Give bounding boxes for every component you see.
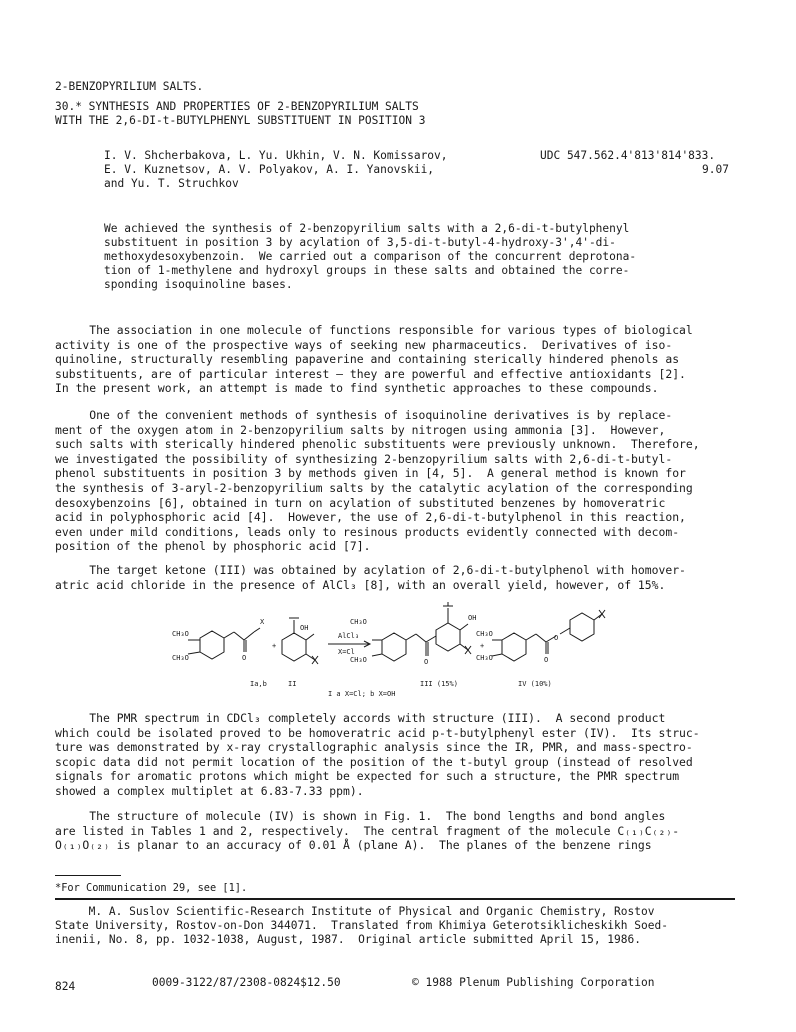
scheme-label: OH xyxy=(468,614,477,622)
body-line: such salts with sterically hindered phenolic substituents were previously unknown. Therefore, xyxy=(55,437,700,452)
udc-code-line-2: 9.07 xyxy=(702,163,729,176)
reaction-scheme xyxy=(150,600,630,700)
copyright-notice: © 1988 Plenum Publishing Corporation xyxy=(412,976,655,989)
footnote: *For Communication 29, see [1]. xyxy=(55,882,248,894)
benzene-ring-IV-left xyxy=(502,633,526,661)
body-line: acid in polyphosphoric acid [4]. However, the use of 2,6-di-t-butylphenol in this reaction, xyxy=(55,510,686,525)
authors-line-3: and Yu. T. Struchkov xyxy=(104,177,239,190)
benzene-ring-IV-right xyxy=(570,613,594,641)
separator-rule xyxy=(55,898,735,900)
scheme-label: CH₃O xyxy=(350,656,367,664)
body-line: O₍₁₎O₍₂₎ is planar to an accuracy of 0.01 Å (plane A). The planes of the benzene rings xyxy=(55,838,652,853)
scheme-caption: I a X=Cl; b X=OH xyxy=(328,690,396,698)
scheme-label: CH₃O xyxy=(172,654,189,662)
body-line: The association in one molecule of functions responsible for various types of biological xyxy=(55,323,693,337)
abstract-line-1: We achieved the synthesis of 2-benzopyrilium salts with a 2,6-di-t-butylphenyl xyxy=(104,222,630,235)
body-line: even under mild conditions, leads only to resinous products evidently connected with decom- xyxy=(55,524,680,539)
body-paragraph-1 xyxy=(55,323,735,396)
body-line: scopic data did not permit location of the position of the t-butyl group (instead of resolved xyxy=(55,754,693,769)
body-line: substituents, are of particular interest — they are powerful and effective antioxidants [2]. xyxy=(55,366,686,381)
body-line: which could be isolated proved to be homoveratric acid p-t-butylphenyl ester (IV). Its struc- xyxy=(55,725,700,740)
benzene-ring-II xyxy=(282,633,306,661)
body-line: The target ketone (III) was obtained by acylation of 2,6-di-t-butylphenol with homover- xyxy=(55,563,686,577)
body-line: The PMR spectrum in CDCl₃ completely accords with structure (III). A second product xyxy=(55,711,666,725)
scheme-label: CH₃O xyxy=(476,654,493,662)
article-title-line-2: WITH THE 2,6-DI-t-BUTYLPHENYL SUBSTITUENT IN POSITION 3 xyxy=(55,114,426,127)
abstract-line-2: substituent in position 3 by acylation of 3,5-di-t-butyl-4-hydroxy-3',4'-di- xyxy=(104,236,616,249)
body-line: the synthesis of 3-aryl-2-benzopyrilium salts by the catalytic acylation of the corresponding xyxy=(55,480,693,495)
abstract-line-3: methoxydesoxybenzoin. We carried out a comparison of the concurrent deprotona- xyxy=(104,250,637,263)
scheme-label: O xyxy=(554,634,559,642)
authors-line-1: I. V. Shcherbakova, L. Yu. Ukhin, V. N. Komissarov, xyxy=(104,149,448,162)
scheme-label: CH₃O xyxy=(476,630,493,638)
series-title: 2-BENZOPYRILIUM SALTS. xyxy=(55,80,204,93)
body-line: The structure of molecule (IV) is shown in Fig. 1. The bond lengths and bond angles xyxy=(55,809,666,823)
scheme-compound-label: III (15%) xyxy=(420,680,458,688)
scheme-label: OH xyxy=(300,624,309,632)
scheme-label: + xyxy=(480,642,485,650)
authors-line-2: E. V. Kuznetsov, A. V. Polyakov, A. I. Yanovskii, xyxy=(104,163,435,176)
body-line: showed a complex multiplet at 6.83-7.33 ppm). xyxy=(55,783,364,798)
abstract-line-4: tion of 1-methylene and hydroxyl groups in these salts and obtained the corre- xyxy=(104,264,630,277)
affiliation-line-1: M. A. Suslov Scientific-Research Institute of Physical and Organic Chemistry, Rostov xyxy=(55,905,655,918)
footnote-rule xyxy=(55,875,121,876)
body-line: are listed in Tables 1 and 2, respectively. The central fragment of the molecule C₍₁₎C₍₂₎- xyxy=(55,823,680,838)
body-paragraph-5 xyxy=(55,809,735,853)
body-line: phenol substituents in position 3 by methods given in [4, 5]. A general method is known for xyxy=(55,466,686,481)
page-number: 824 xyxy=(55,980,76,993)
body-paragraph-3 xyxy=(55,563,735,592)
affiliation-line-2: State University, Rostov-on-Don 344071. Translated from Khimiya Geterotsiklicheskikh Soed- xyxy=(55,919,668,932)
body-line: ture was demonstrated by x-ray crystallographic analysis since the IR, PMR, and mass-spectro- xyxy=(55,740,693,755)
scheme-compound-label: Ia,b xyxy=(250,680,267,688)
publication-code: 0009-3122/87/2308-0824$12.50 xyxy=(152,976,341,989)
body-paragraph-2 xyxy=(55,408,735,554)
benzene-ring-III-right xyxy=(436,623,460,651)
scheme-compound-label: IV (10%) xyxy=(518,680,552,688)
benzene-ring-Ia xyxy=(200,631,224,659)
benzene-ring-III-left xyxy=(382,633,406,661)
scheme-compound-label: II xyxy=(288,680,297,688)
body-line: position of the phenol by phosphoric acid [7]. xyxy=(55,539,371,554)
body-line: activity is one of the prospective ways of seeking new pharmaceutics. Derivatives of iso- xyxy=(55,337,673,352)
affiliation-line-3: inenii, No. 8, pp. 1032-1038, August, 1987. Original article submitted April 15, 1986. xyxy=(55,933,641,946)
body-paragraph-4 xyxy=(55,711,735,799)
body-line: ment of the oxygen atom in 2-benzopyrilium salts by nitrogen using ammonia [3]. However, xyxy=(55,422,666,437)
body-line: signals for aromatic protons which might be expected for such a structure, the PMR spectrum xyxy=(55,769,680,784)
body-line: atric acid chloride in the presence of AlCl₃ [8], with an overall yield, however, of 15%. xyxy=(55,577,666,592)
scheme-label: AlCl₃ xyxy=(338,632,360,640)
scheme-label: X xyxy=(260,618,265,626)
scheme-label: CH₃O xyxy=(172,630,189,638)
body-line: quinoline, structurally resembling papaverine and containing sterically hindered phenols as xyxy=(55,352,680,367)
scheme-label: O xyxy=(424,658,429,666)
scheme-label: + xyxy=(272,642,277,650)
scheme-label: CH₃O xyxy=(350,618,367,626)
body-line: One of the convenient methods of synthesis of isoquinoline derivatives is by replace- xyxy=(55,408,673,422)
body-line: desoxybenzoins [6], obtained in turn on acylation of substituted benzenes by homoveratric xyxy=(55,495,666,510)
article-title-line-1: 30.* SYNTHESIS AND PROPERTIES OF 2-BENZOPYRILIUM SALTS xyxy=(55,100,419,113)
body-line: In the present work, an attempt is made to find synthetic approaches to these compounds. xyxy=(55,381,659,396)
body-line: we investigated the possibility of synthesizing 2-benzopyrilium salts with 2,6-di-t-butyl- xyxy=(55,451,673,466)
scheme-label: O xyxy=(242,654,247,662)
scheme-label: X=Cl xyxy=(338,648,355,656)
udc-code-line-1: UDC 547.562.4'813'814'833. xyxy=(540,149,716,162)
abstract-line-5: sponding isoquinoline bases. xyxy=(104,278,293,291)
scheme-label: O xyxy=(544,656,549,664)
